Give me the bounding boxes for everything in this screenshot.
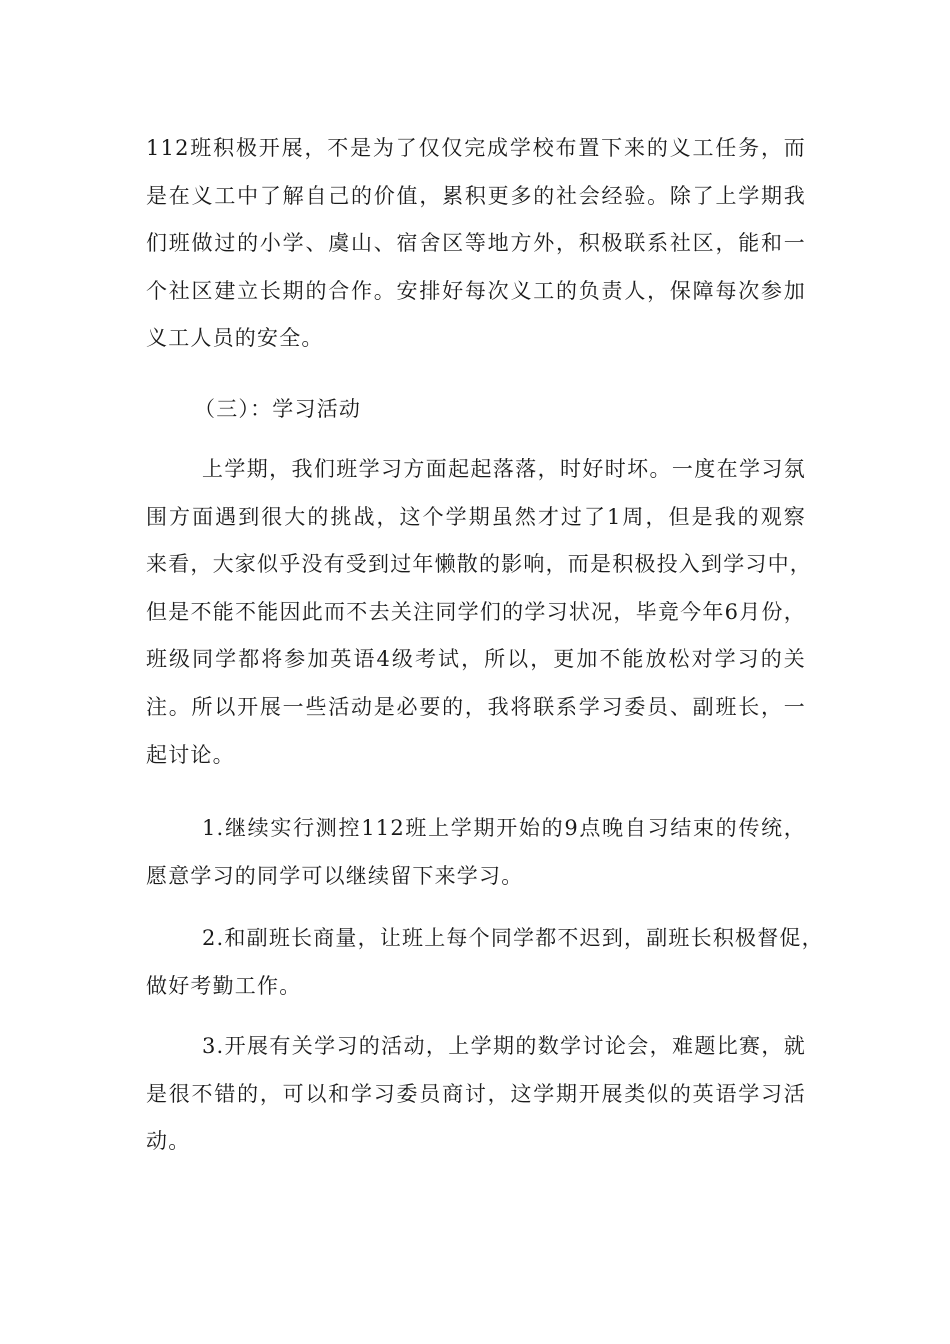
text-line: 2.和副班长商量，让班上每个同学都不迟到，副班长积极督促， <box>202 926 824 950</box>
text-line: 做好考勤工作。 <box>146 973 302 998</box>
text-line: 3.开展有关学习的活动，上学期的数学讨论会，难题比赛，就 <box>202 1034 806 1058</box>
text-line: 来看，大家似乎没有受到过年懒散的影响，而是积极投入到学习中， <box>146 552 812 577</box>
text-line: 班级同学都将参加英语4级考试，所以，更加不能放松对学习的关 <box>146 647 806 672</box>
text-line: 个社区建立长期的合作。安排好每次义工的负责人，保障每次参加 <box>146 278 806 303</box>
paragraph-study-review <box>146 446 812 779</box>
text-line: 但是不能不能因此而不去关注同学们的学习状况，毕竟今年6月份， <box>146 599 806 624</box>
text-line: 起讨论。 <box>146 742 235 767</box>
text-line: 们班做过的小学、虞山、宿舍区等地方外，积极联系社区，能和一 <box>146 231 806 256</box>
paragraph-volunteer-work <box>146 125 806 363</box>
text-line: 注。所以开展一些活动是必要的，我将联系学习委员、副班长，一 <box>146 694 806 719</box>
text-line: 112班积极开展，不是为了仅仅完成学校布置下来的义工任务，而 <box>146 136 806 160</box>
list-item-2 <box>146 915 824 1010</box>
text-line: 1.继续实行测控112班上学期开始的9点晚自习结束的传统， <box>202 816 806 840</box>
list-item-3 <box>146 1023 806 1166</box>
section-heading-study-activities <box>146 386 806 434</box>
text-line: 是在义工中了解自己的价值，累积更多的社会经验。除了上学期我 <box>146 183 806 208</box>
text-line: 动。 <box>146 1129 191 1154</box>
text-line: 上学期，我们班学习方面起起落落，时好时坏。一度在学习氛 <box>202 457 806 481</box>
text-line: 义工人员的安全。 <box>146 326 324 351</box>
text-line: 愿意学习的同学可以继续留下来学习。 <box>146 863 524 888</box>
heading-line: （三）：学习活动 <box>194 397 362 421</box>
text-line: 是很不错的，可以和学习委员商讨，这学期开展类似的英语学习活 <box>146 1081 806 1106</box>
list-item-1 <box>146 805 806 900</box>
text-line: 围方面遇到很大的挑战，这个学期虽然才过了1周，但是我的观察 <box>146 504 806 529</box>
